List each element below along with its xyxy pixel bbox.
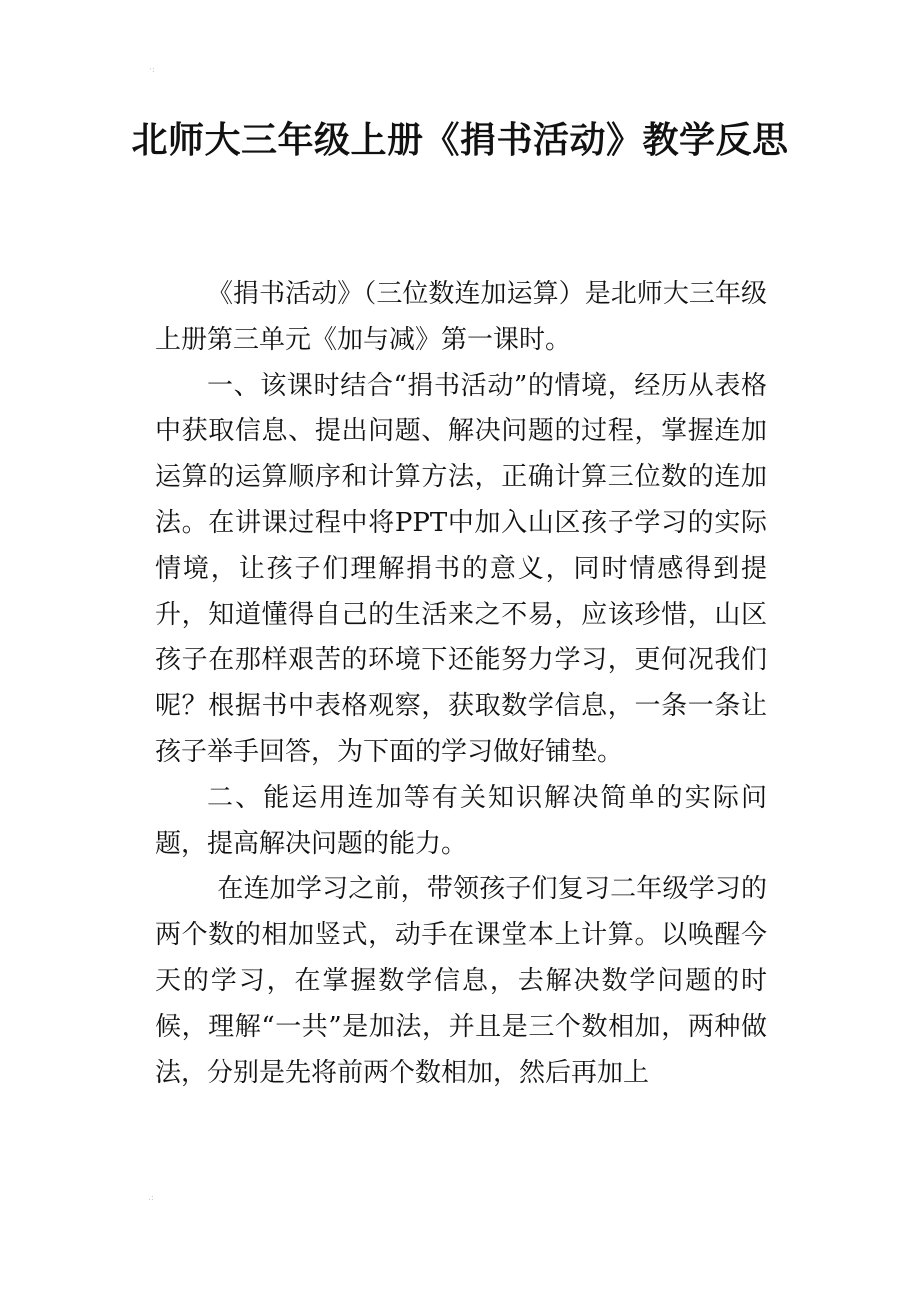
document-body: [155, 272, 767, 1096]
scan-mark-top: ·:: [149, 65, 155, 75]
paragraph-review: 在连加学习之前，带领孩子们复习二年级学习的两个数的相加竖式，动手在课堂本上计算。以唤醒今天的学习，在掌握数学信息，去解决数学问题的时候，理解“一共”是加法，并且是三个数相加，两种做法，分别是先将前两个数相加，然后再加上: [155, 874, 767, 1088]
document-title: 北师大三年级上册《捐书活动》教学反思: [131, 120, 789, 161]
scan-mark-bottom: .:: [148, 1193, 154, 1203]
paragraph-point-one: 一、该课时结合“捐书活动”的情境，经历从表格中获取信息、提出问题、解决问题的过程，掌握连加运算的运算顺序和计算方法，正确计算三位数的连加法。在讲课过程中将PPT中加入山区孩子学习的实际情境，让孩子们理解捐书的意义，同时情感得到提升，知道懂得自己的生活来之不易，应该珍惜，山区孩子在那样艰苦的环境下还能努力学习，更何况我们呢？根据书中表格观察，获取数学信息，一条一条让孩子举手回答，为下面的学习做好铺垫。: [155, 370, 767, 767]
paragraph-intro: 《捐书活动》（三位数连加运算）是北师大三年级上册第三单元《加与减》第一课时。: [155, 279, 767, 355]
paragraph-point-two: 二、能运用连加等有关知识解决简单的实际问题，提高解决问题的能力。: [155, 782, 767, 859]
